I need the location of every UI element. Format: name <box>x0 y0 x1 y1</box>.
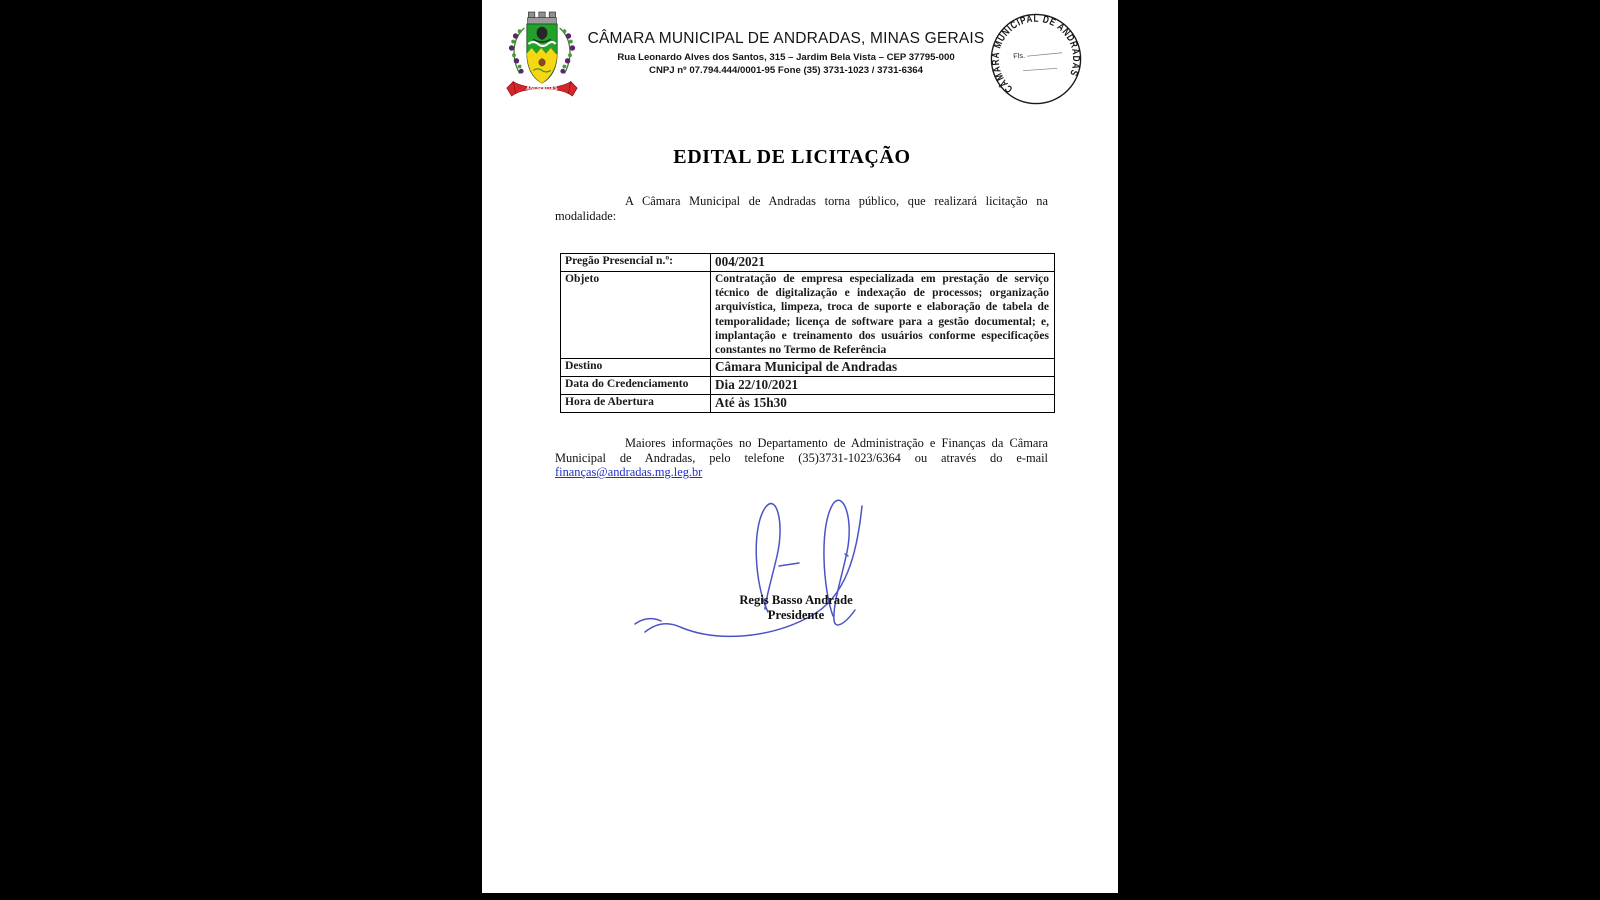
bid-info-table <box>560 253 1055 413</box>
crest-ribbon <box>507 82 577 96</box>
row-label: Hora de Abertura <box>561 395 711 413</box>
info-text: Maiores informações no Departamento de Administração e Finanças da Câmara Municipal de Andradas, pelo telefone (35)3731-1023/6364 ou através do e-mail <box>555 436 1048 465</box>
stamp-fls-label: Fls. <box>1012 50 1026 61</box>
table-row <box>561 377 1055 395</box>
org-address: Rua Leonardo Alves dos Santos, 315 – Jardim Bela Vista – CEP 37795-000 <box>617 52 955 63</box>
city-crest-logo <box>502 6 582 106</box>
document-title: EDITAL DE LICITAÇÃO <box>673 146 911 168</box>
document-page <box>482 0 1118 893</box>
letterhead <box>580 30 992 76</box>
row-label: Objeto <box>561 272 711 359</box>
signer-role: Presidente <box>767 608 825 622</box>
row-label: Data do Credenciamento <box>561 377 711 395</box>
row-value: Até às 15h30 <box>711 395 1055 413</box>
row-value: Dia 22/10/2021 <box>711 377 1055 395</box>
fls-round-stamp <box>987 10 1085 108</box>
svg-text:CÂMARA MUNICIPAL DE ANDRADAS <box>987 10 1085 96</box>
table-row <box>561 254 1055 272</box>
crest-shield <box>527 24 557 83</box>
table-row <box>561 272 1055 359</box>
stamp-fls-line <box>1027 53 1062 56</box>
intro-text: A Câmara Municipal de Andradas torna público, que realizará licitação na modalidade: <box>555 194 1048 223</box>
row-label: Destino <box>561 359 711 377</box>
stamp-ring-text: CÂMARA MUNICIPAL DE ANDRADAS <box>990 13 1082 95</box>
crest-crown-icon <box>528 12 557 24</box>
row-value: Contratação de empresa especializada em prestação de serviço técnico de digitalização e indexação de processos; organização arquivística, limpeza, troca de suporte e elaboração de tabela de temporalidade; licença de software para a gestão documental; e, implantação e treinamento dos usuários conforme especificações constantes no Termo de Referência <box>711 272 1055 359</box>
row-label: Pregão Presencial n.º: <box>561 254 711 272</box>
info-paragraph <box>555 436 1048 480</box>
org-name: CÂMARA MUNICIPAL DE ANDRADAS, MINAS GERAIS <box>587 30 985 47</box>
crest-ribbon-text: ANDRADAS <box>526 86 558 92</box>
row-value: Câmara Municipal de Andradas <box>711 359 1055 377</box>
signer-name: Regis Basso Andrade <box>739 593 853 607</box>
table-row <box>561 395 1055 413</box>
intro-paragraph <box>555 194 1048 223</box>
email-link[interactable]: finanças@andradas.mg.leg.br <box>555 465 703 480</box>
row-value: 004/2021 <box>711 254 1055 272</box>
org-cnpj-phone: CNPJ nº 07.794.444/0001-95 Fone (35) 3731-1023 / 3731-6364 <box>649 65 923 76</box>
stamp-blank-line <box>1023 68 1057 70</box>
table-row <box>561 359 1055 377</box>
stamp-fls-area <box>1013 48 1063 71</box>
